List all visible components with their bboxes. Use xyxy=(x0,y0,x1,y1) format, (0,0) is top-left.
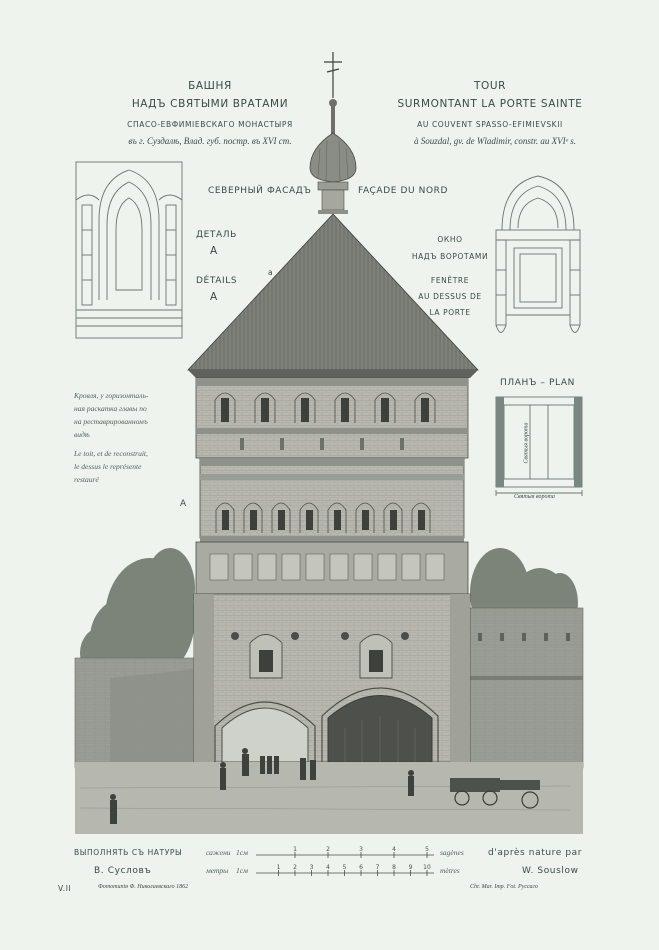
title-ru-line2: НАДЪ СВЯТЫМИ ВРАТАМИ xyxy=(131,98,289,110)
tower-illustration xyxy=(70,48,590,848)
plan-note-left: Святыя ворота xyxy=(523,422,530,464)
scale-bottom-tick-label: 10 xyxy=(423,864,431,871)
scale-label-ru-bottom-unit: 1см xyxy=(236,866,248,875)
footer-right-fr: d'après nature par xyxy=(488,848,583,858)
side-note-fr-3: restauré xyxy=(74,475,99,484)
window-note-fr3: LA PORTE xyxy=(429,308,471,317)
scale-top-ticks xyxy=(293,846,429,858)
side-note-fr-2: le dessus le représente xyxy=(74,462,142,471)
scale-bottom-ticks xyxy=(277,864,431,876)
scale-top-tick-label: 3 xyxy=(359,846,363,853)
title-fr-line2: SURMONTANT LA PORTE SAINTE xyxy=(397,98,583,110)
plan-note-bottom: Святыя ворота xyxy=(514,494,555,500)
scale-bottom-tick-label: 6 xyxy=(359,864,363,871)
footer-plate-no: V.II xyxy=(58,884,72,893)
scale-bottom-tick-label: 3 xyxy=(309,864,314,871)
side-note-ru-2: ная раскатка главы по xyxy=(74,404,147,413)
scale-top-tick-label: 1 xyxy=(293,846,297,853)
scale-top-tick-label: 2 xyxy=(326,846,330,853)
marker-small-a: a xyxy=(268,268,274,277)
scale-label-ru-top: сажени xyxy=(206,848,231,857)
scale-label-ru-bottom: метры xyxy=(206,866,229,875)
footer-left-ru: ВЫПОЛНЯТЬ СЪ НАТУРЫ xyxy=(74,848,183,857)
side-note-ru-3: на реставрированномъ xyxy=(74,417,148,426)
window-note-ru1: ОКНО xyxy=(437,235,463,244)
title-ru-line3: СПАСО-ЕВФИМІЕВСКАГО МОНАСТЫРЯ xyxy=(127,120,293,129)
scale-bottom-tick-label: 9 xyxy=(408,864,413,871)
window-note-fr2: AU DESSUS DE xyxy=(418,292,482,301)
scale-bottom-tick-label: 2 xyxy=(293,864,297,871)
scale-label-fr-bottom: mètres xyxy=(440,866,460,875)
marker-a: A xyxy=(180,499,187,509)
title-ru-line1: БАШНЯ xyxy=(188,80,232,92)
footer-printer-left: Фототипія Ф. Николаевскаго 1862 xyxy=(98,884,189,890)
side-note-ru-4: видѣ xyxy=(74,430,90,439)
title-ru-line4: въ г. Суздалѣ, Влад. губ. постр. въ XVI ст. xyxy=(128,136,292,146)
title-fr-line4: à Souzdal, gv. de Wladimir, constr. au XVIᵉ s. xyxy=(414,136,576,146)
side-note-fr-1: Le toit, et de reconstruit, xyxy=(74,449,148,458)
title-fr-line1: TOUR xyxy=(473,80,507,92)
scale-label-ru-top-unit: 1см xyxy=(236,848,248,857)
scale-bars xyxy=(256,846,436,880)
footer-author-ru: В. Сусловъ xyxy=(94,866,152,876)
scale-bottom-tick-label: 1 xyxy=(276,864,281,871)
side-note-ru-1: Кровля, у горизонталь- xyxy=(74,391,149,400)
detail-ru-letter: А xyxy=(210,245,218,257)
detail-fr-letter: A xyxy=(210,291,218,303)
facade-label-ru: СЕВЕРНЫЙ ФАСАДЪ xyxy=(208,186,312,196)
scale-top-tick-label: 4 xyxy=(392,846,396,853)
facade-label-fr: FAÇADE DU NORD xyxy=(358,186,449,196)
scale-bottom-tick-label: 5 xyxy=(342,864,347,871)
footer-author-fr: W. Souslow xyxy=(522,866,579,876)
window-note-fr1: FENÊTRE xyxy=(430,276,470,285)
plan-label: ПЛАНЪ – PLAN xyxy=(500,378,575,388)
detail-ru-label: ДЕТАЛЬ xyxy=(196,230,237,240)
footer-printer-right: Chr. Mar. Imp. Fot. Руссаго xyxy=(470,884,538,890)
scale-bottom-tick-label: 8 xyxy=(392,864,396,871)
detail-fr-label: DÉTAILS xyxy=(196,276,238,286)
scale-top-tick-label: 5 xyxy=(425,846,429,853)
scale-bottom-tick-label: 7 xyxy=(375,864,380,871)
scale-bottom-tick-label: 4 xyxy=(326,864,330,871)
scale-label-fr-top: sagènes xyxy=(440,848,464,857)
title-fr-line3: AU COUVENT SPASSO-EFIMIEVSKII xyxy=(417,120,563,129)
window-note-ru2: НАДЪ ВОРОТАМИ xyxy=(411,252,489,261)
